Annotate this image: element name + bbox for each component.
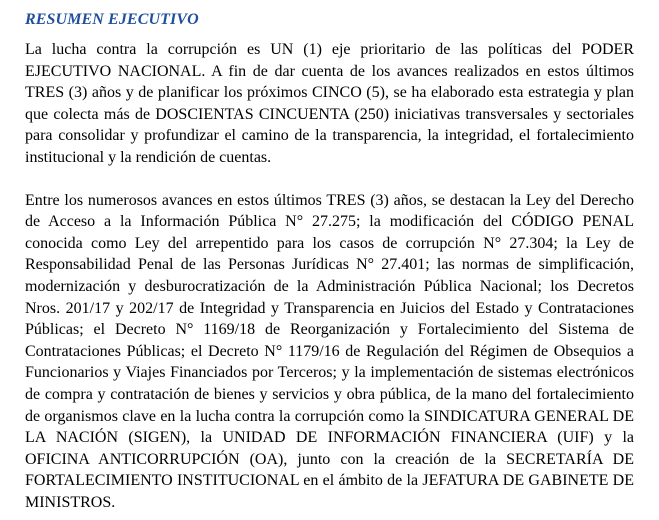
paragraph-advances: Entre los numerosos avances en estos últimos TRES (3) años, se destacan la Ley del Derecho de Acceso a la Información Pública N° 27.275; la modificación del CÓDIGO PENAL conocida como Ley del arrepentido para los casos de corrupción N° 27.304; la Ley de Responsabilidad Penal de las Personas Jurídicas N° 27.401; las normas de simplificación, modernización y desburocratización de la Administración Pública Nacional; los Decretos Nros. 201/17 y 202/17 de Integridad y Transparencia en Juicios del Estado y Contrataciones Públicas; el Decreto N° 1169/18 de Reorganización y Fortalecimiento del Sistema de Contrataciones Públicas; el Decreto N° 1179/16 de Regulación del Régimen de Obsequios a Funcionarios y Viajes Financiados por Terceros; y la implementación de sistemas electrónicos de compra y contratación de bienes y servicios y obra pública, de la mano del fortalecimiento de organismos clave en la lucha contra la corrupción como la SINDICATURA GENERAL DE LA NACIÓN (SIGEN), la UNIDAD DE INFORMACIÓN FINANCIERA (UIF) y la OFICINA ANTICORRUPCIÓN (OA), junto con la creación de la SECRETARÍA DE FORTALECIMIENTO INSTITUCIONAL en el ámbito de la JEFATURA DE GABINETE DE MINISTROS. bbox=[25, 191, 634, 511]
paragraph-intro: La lucha contra la corrupción es UN (1) eje prioritario de las políticas del PODER EJECUTIVO NACIONAL. A fin de dar cuenta de los avances realizados en estos últimos TRES (3) años y de planificar los próximos CINCO (5), se ha elaborado esta estrategia y plan que colecta más de DOSCIENTAS CINCUENTA (250) iniciativas transversales y sectoriales para consolidar y profundizar el camino de la transparencia, la integridad, el fortalecimiento institucional y la rendición de cuentas. bbox=[25, 41, 634, 166]
section-heading: RESUMEN EJECUTIVO bbox=[25, 11, 199, 28]
